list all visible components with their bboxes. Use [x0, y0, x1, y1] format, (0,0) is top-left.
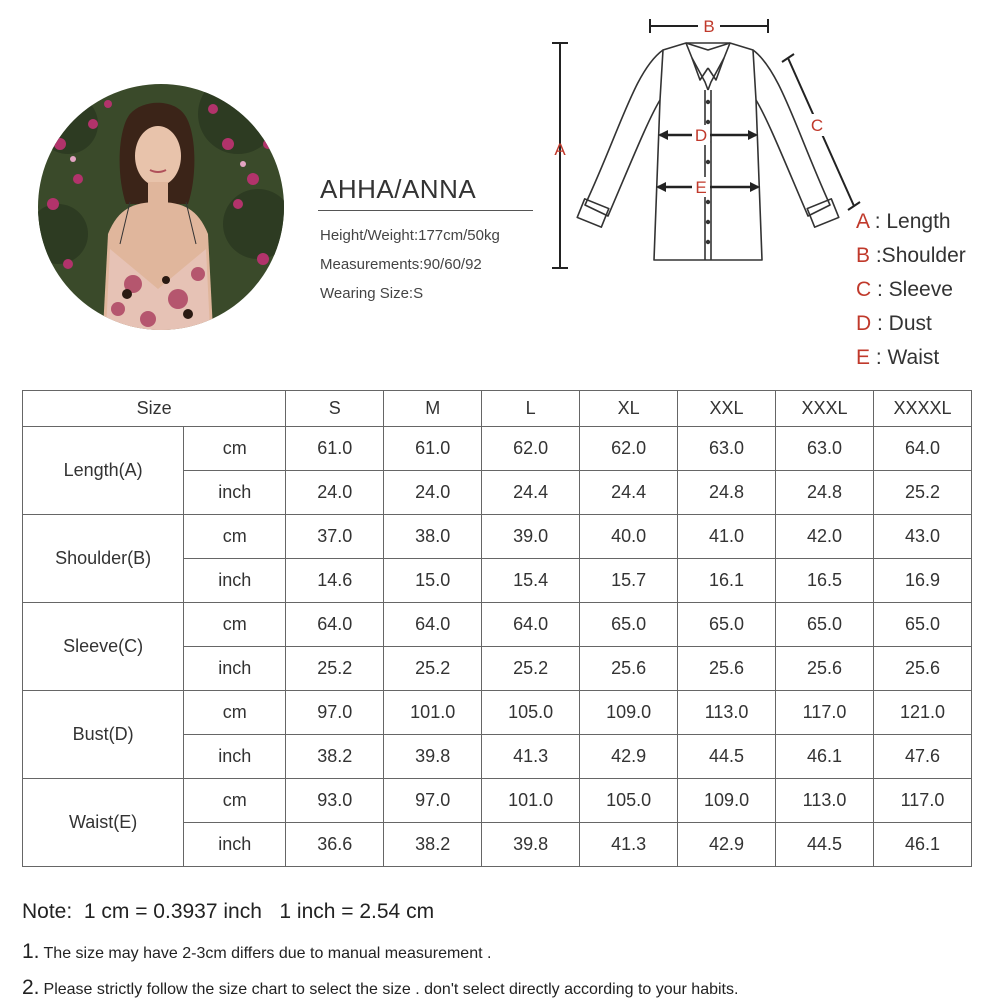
table-cell: 24.0	[286, 471, 384, 515]
table-cell: 101.0	[482, 779, 580, 823]
table-cell: 46.1	[873, 823, 971, 867]
diagram-label-b: B	[703, 17, 715, 36]
table-row	[23, 427, 972, 471]
model-measurements: Measurements:90/60/92	[320, 256, 482, 273]
model-height-weight: Height/Weight:177cm/50kg	[320, 227, 500, 244]
unit-label: cm	[184, 779, 286, 823]
note-item-1: 1. The size may have 2-3cm differs due to manual measurement .	[22, 940, 492, 963]
unit-label: cm	[184, 515, 286, 559]
table-cell: 38.0	[384, 515, 482, 559]
table-cell: 64.0	[482, 603, 580, 647]
table-cell: 64.0	[286, 603, 384, 647]
table-cell: 109.0	[678, 779, 776, 823]
table-cell: 61.0	[286, 427, 384, 471]
table-cell: 24.4	[580, 471, 678, 515]
table-cell: 25.2	[873, 471, 971, 515]
table-row	[23, 603, 972, 647]
table-cell: 117.0	[776, 691, 874, 735]
size-column-header: XXXXL	[873, 391, 971, 427]
table-cell: 25.2	[384, 647, 482, 691]
table-cell: 105.0	[580, 779, 678, 823]
legend-item-shoulder: B :Shoulder	[856, 244, 966, 267]
table-cell: 25.2	[482, 647, 580, 691]
table-cell: 15.7	[580, 559, 678, 603]
table-cell: 39.8	[384, 735, 482, 779]
table-cell: 41.0	[678, 515, 776, 559]
table-cell: 113.0	[678, 691, 776, 735]
diagram-label-c: C	[810, 116, 824, 135]
size-column-header: M	[384, 391, 482, 427]
table-cell: 25.6	[580, 647, 678, 691]
table-cell: 24.8	[776, 471, 874, 515]
table-cell: 63.0	[776, 427, 874, 471]
legend-item-waist: E : Waist	[856, 346, 940, 369]
diagram-label-d: D	[694, 126, 708, 145]
table-cell: 44.5	[678, 735, 776, 779]
table-row	[23, 691, 972, 735]
table-cell: 97.0	[384, 779, 482, 823]
unit-label: inch	[184, 823, 286, 867]
table-header-row	[23, 391, 972, 427]
size-column-header: S	[286, 391, 384, 427]
unit-label: inch	[184, 559, 286, 603]
table-cell: 101.0	[384, 691, 482, 735]
table-cell: 16.5	[776, 559, 874, 603]
table-cell: 40.0	[580, 515, 678, 559]
measurement-name: Sleeve(C)	[23, 603, 184, 691]
table-cell: 65.0	[678, 603, 776, 647]
table-cell: 42.9	[580, 735, 678, 779]
unit-label: inch	[184, 471, 286, 515]
measurement-name: Shoulder(B)	[23, 515, 184, 603]
table-cell: 24.8	[678, 471, 776, 515]
table-cell: 117.0	[873, 779, 971, 823]
table-cell: 25.6	[873, 647, 971, 691]
legend-item-length: A : Length	[856, 210, 951, 233]
table-cell: 24.0	[384, 471, 482, 515]
table-cell: 62.0	[482, 427, 580, 471]
diagram-label-a: A	[554, 140, 566, 159]
table-cell: 42.0	[776, 515, 874, 559]
legend-item-dust: D : Dust	[856, 312, 932, 335]
legend-item-sleeve: C : Sleeve	[856, 278, 953, 301]
table-cell: 62.0	[580, 427, 678, 471]
table-cell: 93.0	[286, 779, 384, 823]
table-cell: 25.6	[678, 647, 776, 691]
unit-label: inch	[184, 647, 286, 691]
model-name: AHHA/ANNA	[320, 174, 477, 204]
table-cell: 65.0	[873, 603, 971, 647]
size-column-header: L	[482, 391, 580, 427]
table-cell: 42.9	[678, 823, 776, 867]
table-cell: 44.5	[776, 823, 874, 867]
table-cell: 24.4	[482, 471, 580, 515]
measurement-name: Length(A)	[23, 427, 184, 515]
table-cell: 43.0	[873, 515, 971, 559]
size-column-header: XL	[580, 391, 678, 427]
table-cell: 47.6	[873, 735, 971, 779]
table-cell: 16.1	[678, 559, 776, 603]
table-cell: 36.6	[286, 823, 384, 867]
table-cell: 14.6	[286, 559, 384, 603]
diagram-label-e: E	[695, 178, 707, 197]
unit-label: inch	[184, 735, 286, 779]
table-cell: 38.2	[384, 823, 482, 867]
table-cell: 61.0	[384, 427, 482, 471]
table-cell: 65.0	[776, 603, 874, 647]
table-cell: 65.0	[580, 603, 678, 647]
table-cell: 113.0	[776, 779, 874, 823]
size-header: Size	[23, 391, 286, 427]
table-row	[23, 779, 972, 823]
note-item-2: 2. Please strictly follow the size chart to select the size . don't select directly according to your habits.	[22, 976, 739, 999]
table-row	[23, 515, 972, 559]
conversion-note: Note: 1 cm = 0.3937 inch 1 inch = 2.54 cm	[22, 900, 435, 923]
table-cell: 64.0	[873, 427, 971, 471]
table-cell: 15.4	[482, 559, 580, 603]
table-cell: 41.3	[482, 735, 580, 779]
unit-label: cm	[184, 691, 286, 735]
unit-label: cm	[184, 427, 286, 471]
table-cell: 105.0	[482, 691, 580, 735]
table-cell: 121.0	[873, 691, 971, 735]
size-column-header: XXXL	[776, 391, 874, 427]
table-cell: 109.0	[580, 691, 678, 735]
model-divider	[318, 210, 533, 211]
unit-label: cm	[184, 603, 286, 647]
size-chart-table	[22, 390, 972, 867]
table-cell: 39.8	[482, 823, 580, 867]
table-cell: 63.0	[678, 427, 776, 471]
table-cell: 39.0	[482, 515, 580, 559]
table-cell: 97.0	[286, 691, 384, 735]
table-cell: 41.3	[580, 823, 678, 867]
measurement-name: Bust(D)	[23, 691, 184, 779]
shirt-measurement-diagram	[540, 10, 870, 280]
table-cell: 37.0	[286, 515, 384, 559]
size-column-header: XXL	[678, 391, 776, 427]
table-cell: 46.1	[776, 735, 874, 779]
measurement-name: Waist(E)	[23, 779, 184, 867]
table-cell: 25.2	[286, 647, 384, 691]
table-cell: 15.0	[384, 559, 482, 603]
table-cell: 16.9	[873, 559, 971, 603]
table-cell: 25.6	[776, 647, 874, 691]
model-wearing-size: Wearing Size:S	[320, 285, 424, 302]
table-cell: 38.2	[286, 735, 384, 779]
model-photo	[38, 84, 284, 330]
table-cell: 64.0	[384, 603, 482, 647]
